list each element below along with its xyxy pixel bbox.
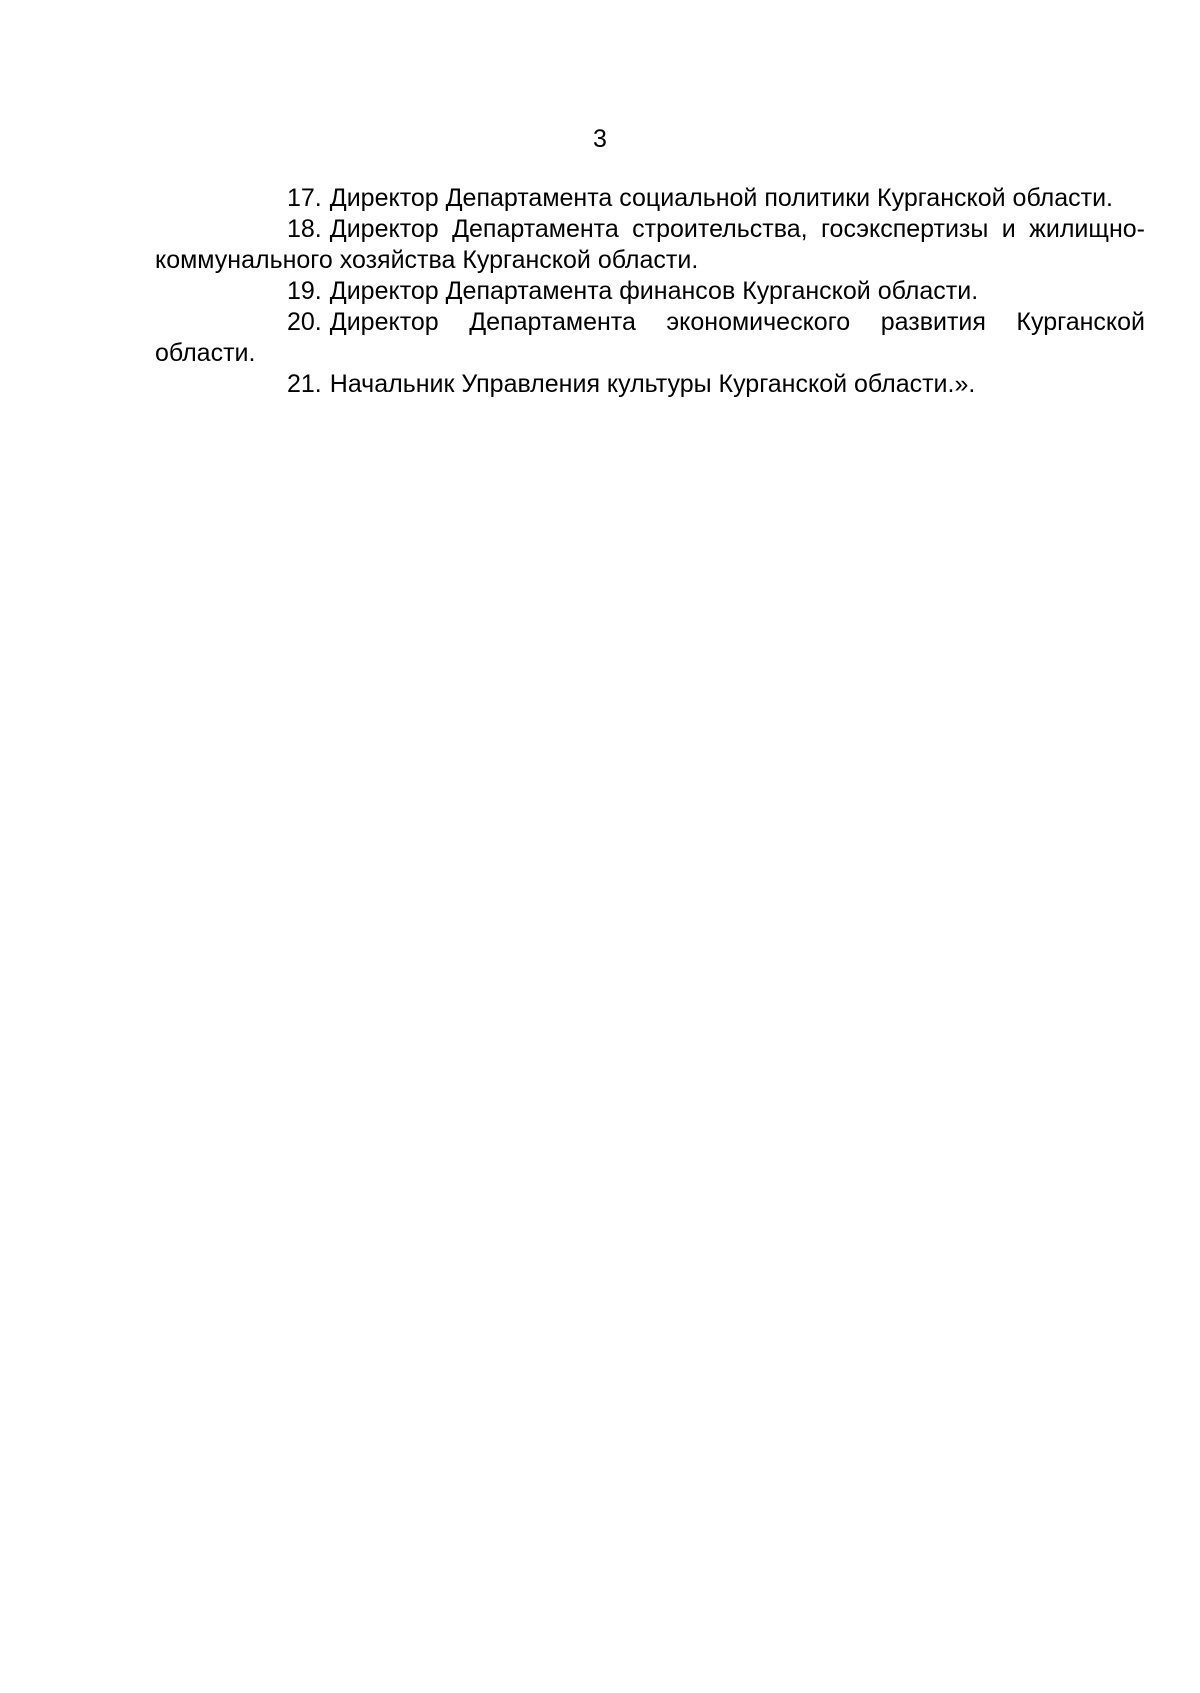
list-item <box>155 369 1145 400</box>
item-text: Директор Департамента финансов Курганской области. <box>329 277 979 305</box>
item-text: Директор Департамента социальной политики Курганской области. <box>329 184 1113 212</box>
list-item <box>155 307 1145 369</box>
item-text: Начальник Управления культуры Курганской области.». <box>329 370 976 398</box>
item-number: 21. <box>287 370 322 398</box>
list-item <box>155 276 1145 307</box>
item-number: 20. <box>287 308 322 336</box>
item-text: Директор Департамента строительства, госэкспертизы и жилищно-коммунального хозяйства Курганской области. <box>155 215 1145 274</box>
page-number: 3 <box>593 125 607 153</box>
list-item <box>155 183 1145 214</box>
item-list <box>155 183 1145 400</box>
item-text: Директор Департамента экономического развития Курганской области. <box>155 308 1145 367</box>
item-number: 18. <box>287 215 322 243</box>
item-number: 17. <box>287 184 322 212</box>
list-item <box>155 214 1145 276</box>
item-number: 19. <box>287 277 322 305</box>
